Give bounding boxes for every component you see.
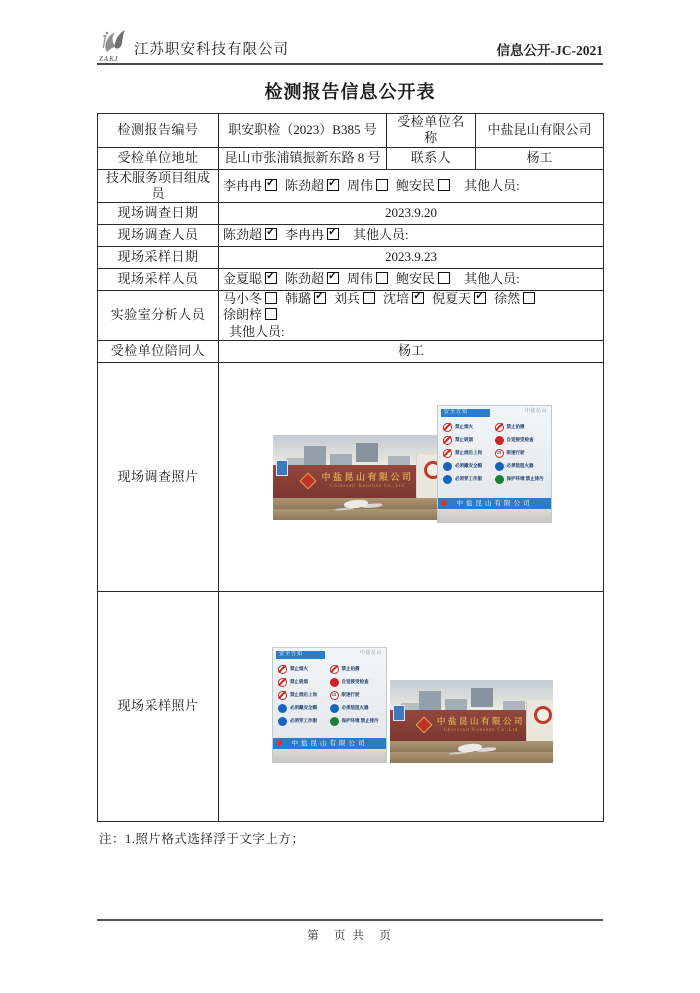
other-people-label: 其他人员: (464, 271, 520, 287)
table-row (98, 591, 604, 821)
sign-item-label: 必须戴安全帽 (290, 705, 317, 711)
sampling-staff-members (219, 269, 604, 291)
prohibit-sign-icon (330, 665, 339, 674)
wall-company-name: 中盐昆山有限公司 (321, 472, 414, 483)
sign-item (330, 702, 382, 715)
table-row (98, 340, 604, 362)
member-name: 鲍安民 (396, 178, 450, 193)
sacks (458, 743, 483, 753)
sign-grid (441, 421, 548, 486)
sign-item (495, 460, 547, 473)
member-name: 陈劲超 ✓ (223, 227, 277, 242)
other-people-label: 其他人员: (464, 177, 520, 193)
sign-item-label: 自觉接受检查 (506, 437, 534, 443)
member-name: 倪夏天✓ (432, 291, 486, 306)
survey-photo-label: 现场调查照片 (98, 362, 219, 591)
report-no-value: 职安职检（2023）B385 号 (219, 114, 387, 148)
checkbox-checked-icon (327, 272, 339, 284)
sign-item (278, 689, 330, 702)
sign-item (495, 447, 547, 460)
member-name: 金夏聪 ✓ (223, 271, 277, 286)
prohibit-solid-sign-icon (330, 678, 339, 687)
member-name: 韩璐 ✓ (285, 291, 326, 306)
sign-item (278, 676, 330, 689)
client-addr-value: 昆山市张浦镇振新东路 8 号 (219, 147, 387, 169)
sign-item (330, 676, 382, 689)
speed-sign-icon: 15 (330, 691, 339, 700)
sign-item-label: 禁止酒后上岗 (455, 450, 482, 456)
survey-photo (219, 362, 604, 591)
checkbox-unchecked-icon (265, 308, 277, 320)
sign-item-label: 禁止拍摄 (341, 666, 360, 672)
sign-item-label: 限速行驶 (506, 450, 525, 456)
green-sign-icon (495, 475, 504, 484)
company-mark-icon (300, 473, 317, 490)
sign-item-label: 保护环境 禁止排污 (506, 476, 544, 482)
document-code: 信息公开-JC-2021 (496, 43, 603, 58)
lab-staff-members (219, 291, 604, 341)
dirt-ground (390, 741, 553, 763)
factory-wall-photo (390, 680, 553, 763)
sign-item-label: 禁止烟火 (290, 666, 308, 672)
escort-label: 受检单位陪同人 (98, 340, 219, 362)
wall-company-name-en: Chinasalt Kunshan Co.,Ltd (330, 484, 405, 490)
blue-sign-icon (278, 704, 287, 713)
checkbox-checked-icon (265, 228, 277, 240)
checkbox-checked-icon (314, 292, 326, 304)
blue-sign-icon (330, 704, 339, 713)
other-people-label: 其他人员: (229, 323, 285, 339)
sign-corner-text: 中盐昆山 (524, 408, 547, 414)
sign-footer: 中盐昆山有限公司 (273, 738, 386, 749)
sign-item (330, 663, 382, 676)
red-wall (273, 465, 443, 497)
dirt-ground (273, 498, 443, 520)
table-row (98, 362, 604, 591)
checkbox-unchecked-icon (438, 272, 450, 284)
prohibit-sign-icon (278, 691, 287, 700)
checkbox-checked-icon (327, 179, 339, 191)
survey-date-value: 2023.9.20 (219, 203, 604, 225)
gate-structure (526, 700, 553, 743)
checkbox-checked-icon (474, 292, 486, 304)
blue-sign-icon (495, 462, 504, 471)
sign-item-label: 禁止吸烟 (455, 437, 473, 443)
prohibit-sign-icon (495, 423, 504, 432)
tech-team-label: 技术服务项目组成员 (98, 169, 219, 203)
report-no-label: 检测报告编号 (98, 114, 219, 148)
prohibit-sign-icon (278, 678, 287, 687)
table-row (98, 225, 604, 247)
sign-item (278, 663, 330, 676)
survey-date-label: 现场调查日期 (98, 203, 219, 225)
sign-item (443, 447, 495, 460)
sign-item-label: 限速行驶 (341, 692, 360, 698)
prohibit-sign-icon (443, 436, 452, 445)
concrete-ground (438, 509, 551, 522)
checkbox-unchecked-icon (438, 179, 450, 191)
sign-item-label: 禁止吸烟 (290, 679, 308, 685)
sign-item (330, 689, 382, 702)
sign-header: 安全告知 (276, 651, 325, 659)
survey-staff-members (219, 225, 604, 247)
sign-item-label: 禁止拍摄 (506, 424, 525, 430)
other-people-label: 其他人员: (353, 227, 409, 243)
speed-sign-icon: 15 (495, 449, 504, 458)
table-row (98, 203, 604, 225)
prohibit-solid-sign-icon (495, 436, 504, 445)
table-row (98, 291, 604, 341)
sign-item (495, 473, 547, 486)
member-name: 李冉冉 ✓ (285, 227, 339, 242)
checkbox-checked-icon (412, 292, 424, 304)
sampling-date-value: 2023.9.23 (219, 247, 604, 269)
sampling-photo (219, 591, 604, 821)
buildings (419, 691, 440, 710)
checkbox-unchecked-icon (376, 272, 388, 284)
sign-item-label: 必须穿工作服 (455, 476, 482, 482)
sign-item (330, 715, 382, 728)
table-row (98, 169, 604, 203)
wall-company-name: 中盐昆山有限公司 (436, 716, 525, 727)
disclosure-table (97, 113, 604, 822)
member-name: 李冉冉 ✓ (223, 178, 277, 193)
company-logo-icon (97, 26, 131, 63)
sign-item-label: 自觉接受检查 (341, 679, 369, 685)
member-name: 徐朗梓 (223, 307, 277, 322)
page-header (97, 26, 603, 63)
member-name: 陈劲超 ✓ (285, 271, 339, 286)
sign-item (495, 434, 547, 447)
member-name: 马小冬 (223, 291, 277, 306)
sign-item-label: 保护环境 禁止排污 (341, 718, 379, 724)
member-name: 陈劲超 ✓ (285, 178, 339, 193)
sacks (344, 499, 369, 509)
prohibit-sign-icon (443, 449, 452, 458)
header-rule (97, 63, 603, 65)
prohibit-sign-icon (443, 423, 452, 432)
sign-item (443, 421, 495, 434)
safety-sign-board (437, 405, 552, 523)
table-row (98, 147, 604, 169)
sign-item-label: 必须戴安全帽 (455, 463, 482, 469)
factory-wall-photo (273, 435, 443, 520)
blue-sign-icon (443, 475, 452, 484)
sign-item-label: 禁止酒后上岗 (290, 692, 317, 698)
sign-item (278, 702, 330, 715)
contact-value: 杨工 (476, 147, 604, 169)
sign-item (278, 715, 330, 728)
page-footer: 第 页 共 页 (97, 919, 603, 943)
member-name: 鲍安民 (396, 271, 450, 286)
company-mark-icon (415, 717, 432, 734)
sign-item-label: 必须装阻火器 (341, 705, 369, 711)
sign-item (443, 473, 495, 486)
member-name: 刘兵 (334, 291, 375, 306)
red-wall (390, 710, 553, 742)
lab-staff-label: 实验室分析人员 (98, 291, 219, 341)
address-plaque (393, 705, 405, 721)
member-name: 周伟 (347, 178, 388, 193)
checkbox-checked-icon (265, 272, 277, 284)
checkbox-checked-icon (327, 228, 339, 240)
checkbox-unchecked-icon (376, 179, 388, 191)
tech-team-members (219, 169, 604, 203)
footnote: 注：1.照片格式选择浮于文字上方； (99, 831, 305, 846)
member-name: 沈培 ✓ (383, 291, 424, 306)
member-name: 周伟 (347, 271, 388, 286)
sampling-photo-label: 现场采样照片 (98, 591, 219, 821)
concrete-ground (273, 749, 386, 762)
checkbox-unchecked-icon (523, 292, 535, 304)
sign-grid (276, 663, 383, 728)
sign-item-label: 必须穿工作服 (290, 718, 317, 724)
survey-staff-label: 现场调查人员 (98, 225, 219, 247)
blue-sign-icon (443, 462, 452, 471)
table-row (98, 114, 604, 148)
sign-item (443, 434, 495, 447)
table-row (98, 269, 604, 291)
checkbox-unchecked-icon (265, 292, 277, 304)
escort-value: 杨工 (219, 340, 604, 362)
page-title: 检测报告信息公开表 (264, 82, 436, 102)
sign-item (495, 421, 547, 434)
buildings (304, 446, 326, 465)
checkbox-unchecked-icon (363, 292, 375, 304)
sign-item-label: 禁止烟火 (455, 424, 473, 430)
sign-item (443, 460, 495, 473)
table-row (98, 247, 604, 269)
company-name: 江苏职安科技有限公司 (134, 42, 289, 58)
sampling-date-label: 现场采样日期 (98, 247, 219, 269)
client-name-value: 中盐昆山有限公司 (476, 114, 604, 148)
blue-sign-icon (278, 717, 287, 726)
sign-item-label: 必须装阻火器 (506, 463, 534, 469)
wall-company-name-en: Chinasalt Kunshan Co.,Ltd (443, 728, 519, 734)
address-plaque (276, 460, 288, 476)
client-name-label: 受检单位名称 (387, 114, 476, 148)
sign-corner-text: 中盐昆山 (359, 650, 382, 656)
logo-text: ZAKJ (99, 55, 119, 63)
member-name: 徐然 (494, 291, 535, 306)
checkbox-checked-icon (265, 179, 277, 191)
client-addr-label: 受检单位地址 (98, 147, 219, 169)
sign-footer: 中盐昆山有限公司 (438, 498, 551, 509)
green-sign-icon (330, 717, 339, 726)
contact-label: 联系人 (387, 147, 476, 169)
safety-sign-board (272, 647, 387, 763)
sampling-staff-label: 现场采样人员 (98, 269, 219, 291)
sign-header: 安全告知 (441, 409, 490, 417)
prohibit-sign-icon (278, 665, 287, 674)
